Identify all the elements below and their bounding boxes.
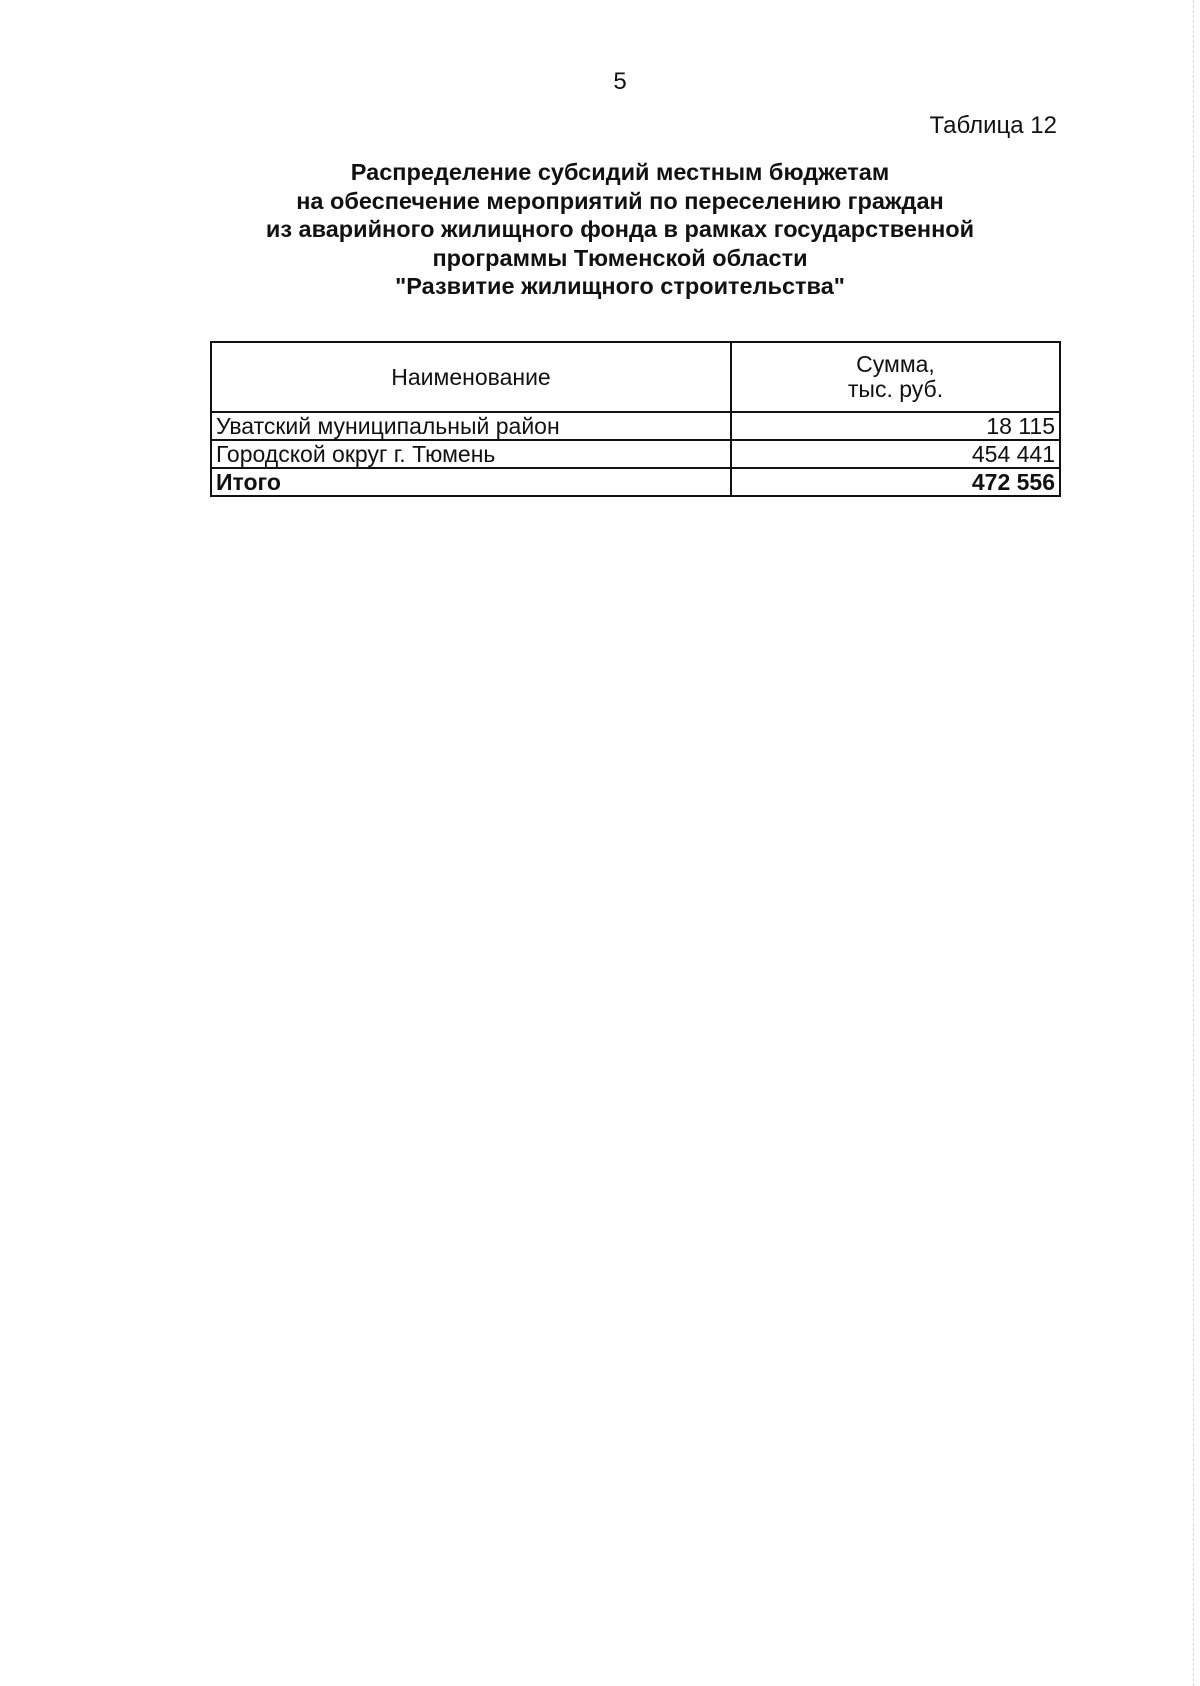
document-title — [0, 158, 1200, 301]
table-row — [211, 440, 1060, 468]
row-sum: 18 115 — [731, 412, 1060, 440]
table-row — [211, 412, 1060, 440]
title-line: "Развитие жилищного строительства" — [395, 273, 845, 299]
header-sum — [731, 342, 1060, 412]
subsidy-table — [210, 341, 1061, 497]
total-row — [211, 468, 1060, 496]
header-sum-line2: тыс. руб. — [847, 376, 944, 402]
total-label: Итого — [211, 468, 731, 496]
header-name: Наименование — [211, 342, 731, 412]
header-sum-line1: Сумма, — [856, 351, 935, 377]
total-sum: 472 556 — [731, 468, 1060, 496]
title-line: Распределение субсидий местным бюджетам — [350, 159, 890, 185]
page-number: 5 — [613, 68, 627, 95]
row-sum: 454 441 — [731, 440, 1060, 468]
row-name: Уватский муниципальный район — [211, 412, 731, 440]
title-line: на обеспечение мероприятий по переселению граждан — [296, 187, 944, 214]
row-name: Городской округ г. Тюмень — [211, 440, 731, 468]
table-label: Таблица 12 — [929, 112, 1057, 139]
title-line: из аварийного жилищного фонда в рамках государственной — [265, 216, 975, 242]
table-header-row — [211, 342, 1060, 412]
title-line: программы Тюменской области — [432, 244, 808, 271]
